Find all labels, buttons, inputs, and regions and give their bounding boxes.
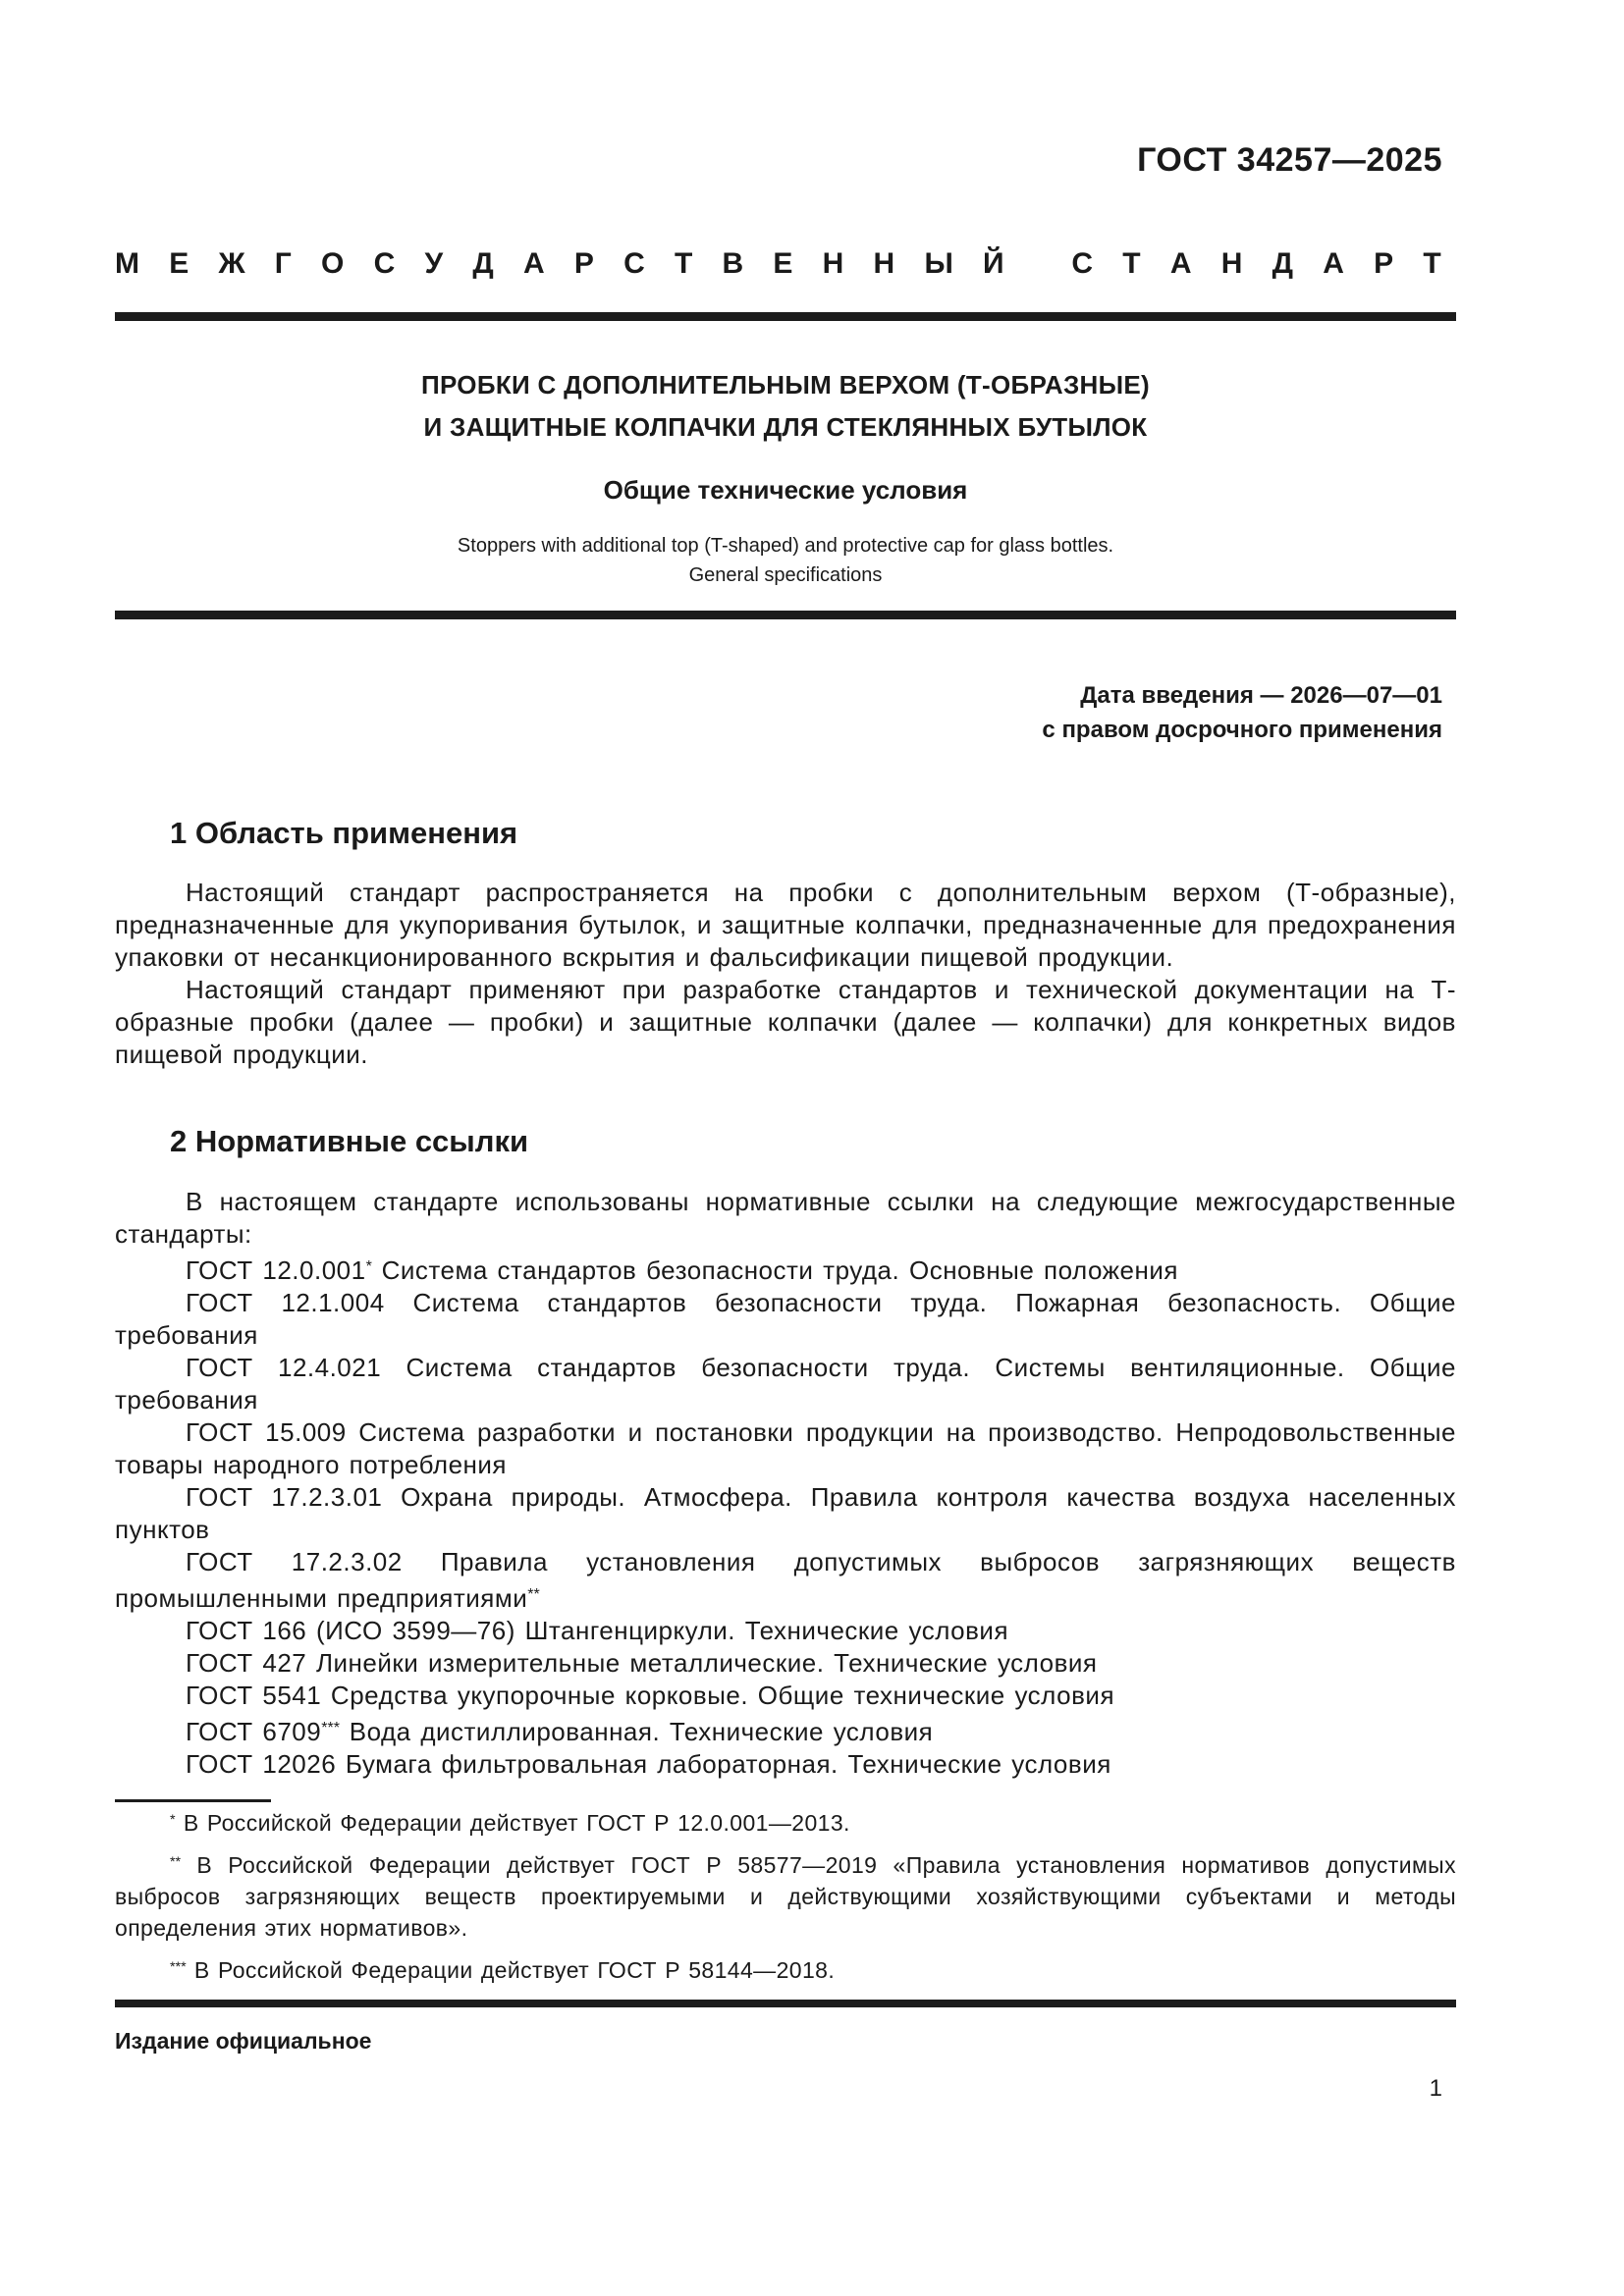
footnote-item bbox=[115, 1804, 1456, 1839]
title-en-line1: Stoppers with additional top (T-shaped) and protective cap for glass bottles. bbox=[457, 535, 1114, 557]
title-ru-line1: ПРОБКИ С ДОПОЛНИТЕЛЬНЫМ ВЕРХОМ (Т-ОБРАЗНЫЕ) bbox=[421, 370, 1150, 400]
reference-text: ГОСТ 12.0.001 bbox=[186, 1255, 366, 1286]
reference-text: ГОСТ 6709 bbox=[186, 1717, 322, 1747]
footnote-marker: *** bbox=[321, 1719, 341, 1737]
reference-text: ГОСТ 12.1.004 Система стандартов безопасности труда. Пожарная безопасность. Общие требования bbox=[115, 1288, 1456, 1351]
effective-date: Дата введения — 2026—07—01 bbox=[1080, 682, 1442, 709]
reference-item bbox=[115, 1287, 1456, 1352]
reference-text: ГОСТ 15.009 Система разработки и постановки продукции на производство. Непродовольственные товары народного потребления bbox=[115, 1417, 1456, 1480]
reference-item bbox=[115, 1615, 1456, 1647]
effective-date-block bbox=[115, 678, 1442, 747]
reference-item bbox=[115, 1352, 1456, 1416]
section-1-body bbox=[115, 877, 1456, 1071]
reference-item bbox=[115, 1251, 1456, 1287]
reference-text: ГОСТ 166 (ИСО 3599—76) Штангенциркули. Технические условия bbox=[186, 1616, 1009, 1646]
reference-item bbox=[115, 1712, 1456, 1748]
footnote-marker: * bbox=[365, 1257, 372, 1275]
footnote-marker: ** bbox=[170, 1854, 182, 1871]
section-2-body bbox=[115, 1186, 1456, 1781]
section-1-paragraph-2: Настоящий стандарт применяют при разработке стандартов и технической документации на Т-образные пробки (далее — пробки) и защитные колпачки (далее — колпачки) для конкретных видов пищевой продукции. bbox=[115, 975, 1456, 1069]
reference-item bbox=[115, 1680, 1456, 1712]
reference-text: ГОСТ 427 Линейки измерительные металлические. Технические условия bbox=[186, 1648, 1098, 1679]
title-ru-line2: И ЗАЩИТНЫЕ КОЛПАЧКИ ДЛЯ СТЕКЛЯННЫХ БУТЫЛОК bbox=[423, 412, 1148, 442]
footnote-marker: * bbox=[170, 1812, 176, 1828]
reference-text: ГОСТ 12.4.021 Система стандартов безопасности труда. Системы вентиляционные. Общие требования bbox=[115, 1353, 1456, 1415]
official-edition-note: Издание официальное bbox=[115, 2028, 372, 2054]
footnote-text: В Российской Федерации действует ГОСТ Р 58144—2018. bbox=[186, 1957, 836, 1984]
reference-text: Система стандартов безопасности труда. Основные положения bbox=[371, 1255, 1178, 1286]
reference-item bbox=[115, 1647, 1456, 1680]
title-en-line2: General specifications bbox=[688, 564, 883, 586]
footnote-marker: ** bbox=[527, 1585, 540, 1604]
footnote-marker: *** bbox=[170, 1959, 187, 1976]
top-rule bbox=[115, 312, 1456, 321]
footnote-separator-rule bbox=[115, 1799, 271, 1802]
footnotes-block bbox=[115, 1804, 1456, 1986]
footer-rule bbox=[115, 2000, 1456, 2007]
section-2-heading: 2 Нормативные ссылки bbox=[170, 1124, 529, 1158]
reference-item bbox=[115, 1416, 1456, 1481]
reference-text: ГОСТ 17.2.3.02 Правила установления допустимых выбросов загрязняющих веществ промышленными предприятиями bbox=[115, 1547, 1456, 1614]
section-2-intro: В настоящем стандарте использованы нормативные ссылки на следующие межгосударственные стандарты: bbox=[115, 1187, 1456, 1249]
reference-text: ГОСТ 12026 Бумага фильтровальная лабораторная. Технические условия bbox=[186, 1749, 1111, 1780]
document-title-ru bbox=[115, 364, 1456, 449]
footnote-item bbox=[115, 1951, 1456, 1986]
early-application-note: с правом досрочного применения bbox=[1042, 717, 1442, 743]
title-separator-rule bbox=[115, 611, 1456, 619]
section-1-paragraph-1: Настоящий стандарт распространяется на пробки с дополнительным верхом (Т-образные), предназначенные для укупоривания бутылок, и защитные колпачки, предназначенные для предохранения упаковки от несанкционированного вскрытия и фальсификации пищевой продукции. bbox=[115, 878, 1456, 972]
reference-text: ГОСТ 5541 Средства укупорочные корковые. Общие технические условия bbox=[186, 1681, 1115, 1711]
document-subtitle-ru: Общие технические условия bbox=[603, 475, 968, 505]
reference-item bbox=[115, 1748, 1456, 1781]
standard-type-banner: М Е Ж Г О С У Д А Р С Т В Е Н Н Ы Й С Т А Н Д А Р Т bbox=[115, 247, 1441, 280]
section-1-heading: 1 Область применения bbox=[170, 816, 518, 850]
footnote-text: В Российской Федерации действует ГОСТ Р 12.0.001—2013. bbox=[175, 1810, 850, 1837]
reference-item bbox=[115, 1481, 1456, 1546]
footnote-text: В Российской Федерации действует ГОСТ Р 58577—2019 «Правила установления нормативов допустимых выбросов загрязняющих веществ проектируемыми и действующими хозяйствующими субъектами и методы определения этих нормативов». bbox=[115, 1852, 1456, 1942]
reference-text: ГОСТ 17.2.3.01 Охрана природы. Атмосфера. Правила контроля качества воздуха населенных пунктов bbox=[115, 1482, 1456, 1545]
reference-text: Вода дистиллированная. Технические условия bbox=[340, 1717, 934, 1747]
footnote-item bbox=[115, 1846, 1456, 1944]
document-title-en bbox=[115, 531, 1456, 590]
standard-designation: ГОСТ 34257—2025 bbox=[1137, 141, 1442, 179]
page-number: 1 bbox=[1429, 2075, 1442, 2102]
reference-item bbox=[115, 1546, 1456, 1615]
